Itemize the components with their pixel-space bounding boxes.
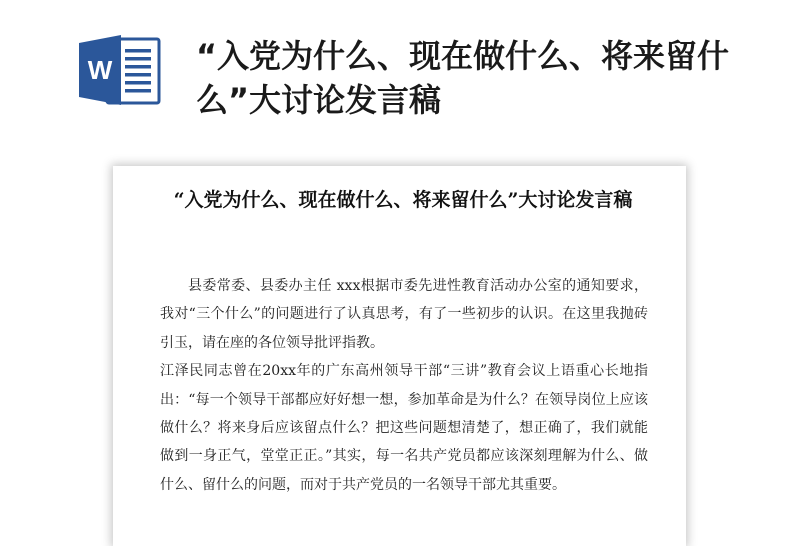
word-doc-icon bbox=[77, 33, 163, 107]
document-body bbox=[160, 272, 648, 499]
header-title: “入党为什么、现在做什么、将来留什么”大讨论发言稿 bbox=[196, 37, 730, 119]
document-title: “入党为什么、现在做什么、将来留什么”大讨论发言稿 bbox=[173, 189, 633, 211]
document-page bbox=[113, 166, 686, 546]
document-paragraph: 江泽民同志曾在20xx年的广东高州领导干部“三讲”教育会议上语重心长地指出：“每一个领导干部都应好好想一想，参加革命是为什么？在领导岗位上应该做什么？将来身后应该留点什么？把这些问题想清楚了，想正确了，我们就能做到一身正气，堂堂正正。”其实，每一名共产党员都应该深刻理解为什么、做什么、留什么的问题，而对于共产党员的一名领导干部尤其重要。 bbox=[160, 363, 648, 493]
header bbox=[0, 0, 800, 150]
document-paragraph: 县委常委、县委办主任 xxx根据市委先进性教育活动办公室的通知要求，我对“三个什么”的问题进行了认真思考，有了一些初步的认识。在这里我抛砖引玉，请在座的各位领导批评指教。 bbox=[160, 278, 648, 351]
word-icon-letter: W bbox=[87, 55, 113, 85]
